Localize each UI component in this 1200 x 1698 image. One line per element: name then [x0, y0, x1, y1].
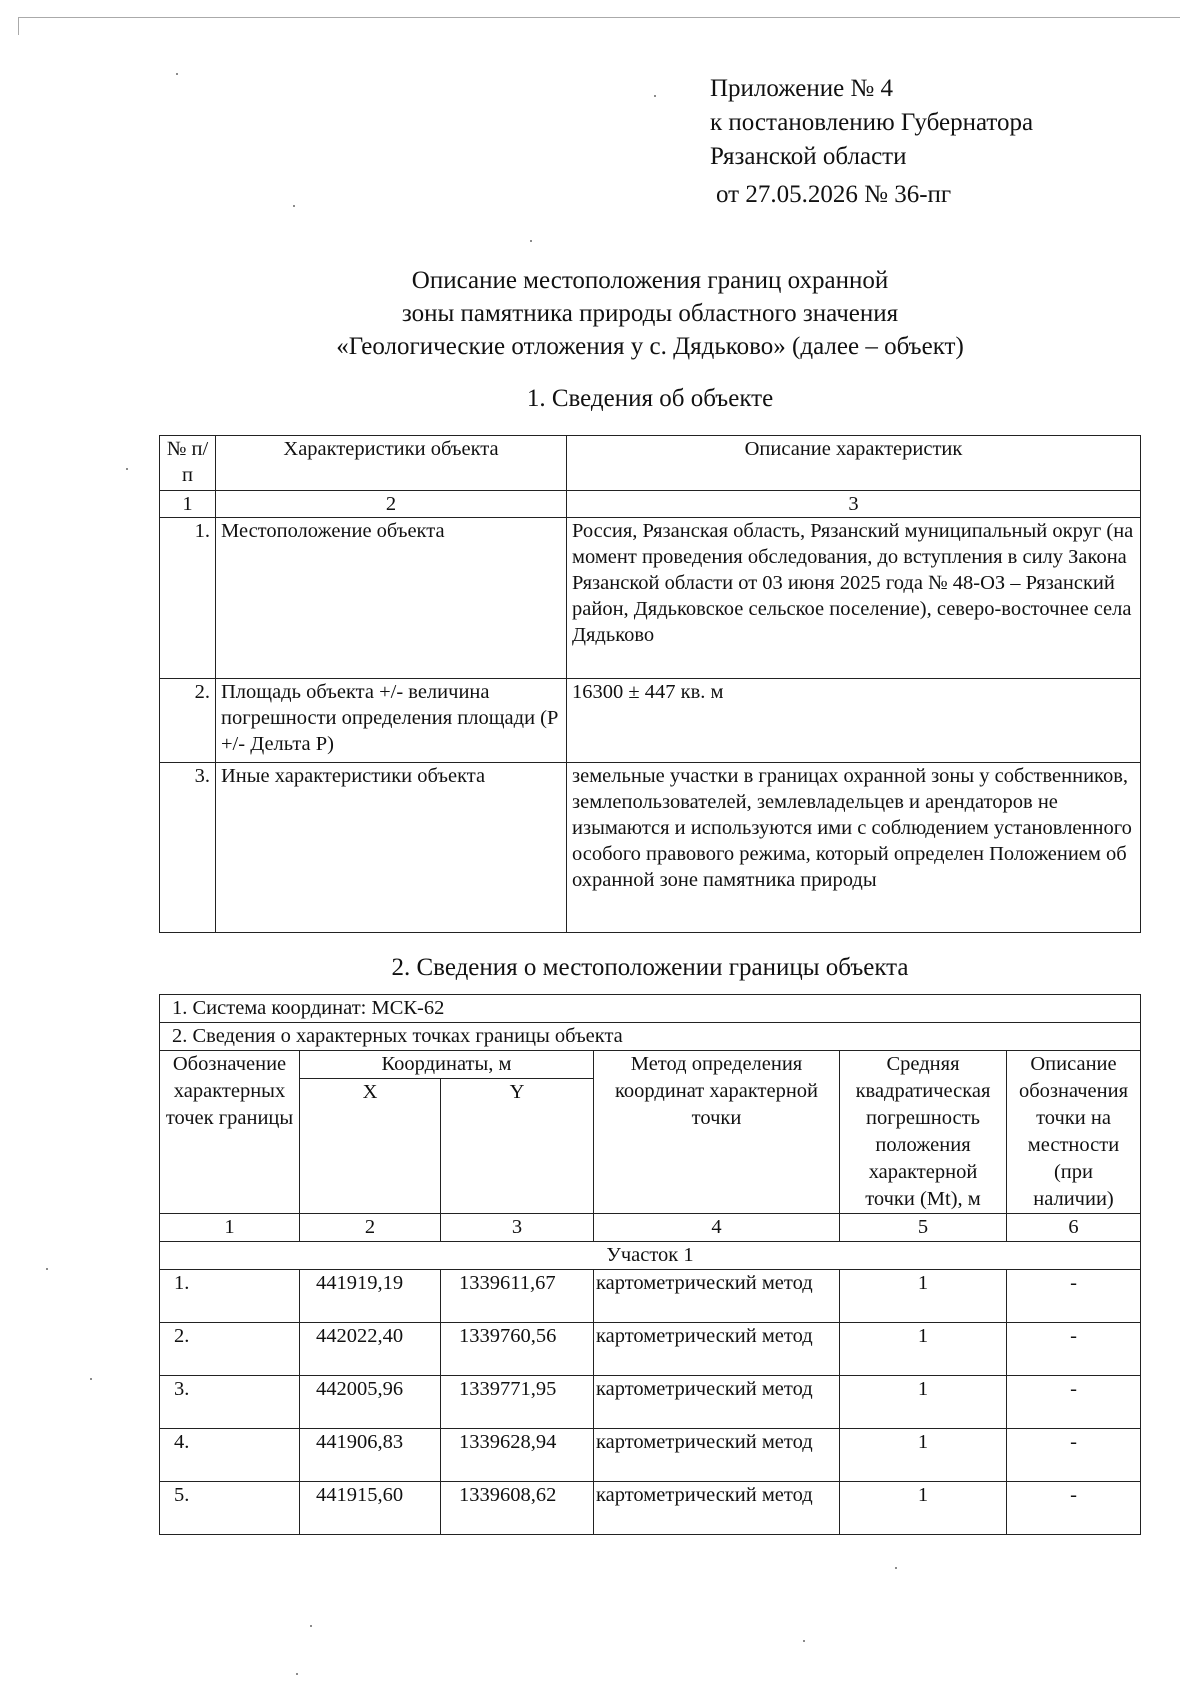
row-number: 1. — [160, 518, 216, 679]
appendix-header — [710, 72, 1033, 212]
scan-edge-left — [18, 17, 19, 35]
point-id: 1. — [160, 1270, 300, 1323]
point-description: - — [1007, 1429, 1141, 1482]
characteristic-name: Иные характеристики объекта — [216, 763, 567, 933]
appendix-date: от 27.05.2026 № 36-пг — [716, 181, 952, 208]
table-row — [160, 763, 1141, 933]
column-number: 2 — [300, 1214, 441, 1242]
title-line: зоны памятника природы областного значения — [401, 300, 899, 327]
column-number: 3 — [441, 1214, 594, 1242]
point-description: - — [1007, 1376, 1141, 1429]
table-row — [160, 1482, 1141, 1535]
point-y: 1339771,95 — [441, 1376, 594, 1429]
column-number: 3 — [567, 491, 1141, 518]
point-x: 441915,60 — [300, 1482, 441, 1535]
characteristic-description: Россия, Рязанская область, Рязанский муниципальный округ (на момент проведения обследования, до вступления в силу Закона Рязанской области от 03 июня 2025 года № 48-ОЗ – Рязанский район, Дядьковское сельское поселение), северо-восточнее села Дядьково — [567, 518, 1141, 679]
column-header-characteristic: Характеристики объекта — [216, 436, 567, 491]
scan-speck — [176, 73, 178, 75]
column-number-row — [160, 491, 1141, 518]
scan-speck — [46, 1268, 48, 1270]
point-description: - — [1007, 1323, 1141, 1376]
point-x: 442005,96 — [300, 1376, 441, 1429]
point-x: 441906,83 — [300, 1429, 441, 1482]
point-id: 3. — [160, 1376, 300, 1429]
table-row — [160, 1376, 1141, 1429]
characteristic-name: Площадь объекта +/- величина погрешности определения площади (Р +/- Дельта Р) — [216, 679, 567, 763]
coordinate-system-row — [160, 995, 1141, 1023]
scan-speck — [126, 468, 128, 470]
point-error: 1 — [840, 1270, 1007, 1323]
column-number-row — [160, 1214, 1141, 1242]
column-number: 1 — [160, 1214, 300, 1242]
point-method: картометрический метод — [594, 1376, 840, 1429]
point-id: 5. — [160, 1482, 300, 1535]
column-header-number: № п/п — [160, 436, 216, 491]
boundary-points-table — [159, 994, 1141, 1535]
point-error: 1 — [840, 1323, 1007, 1376]
table-row — [160, 1429, 1141, 1482]
point-method: картометрический метод — [594, 1429, 840, 1482]
title-line: Описание местоположения границ охранной — [411, 267, 889, 294]
title-line: «Геологические отложения у с. Дядьково» (далее – объект) — [336, 333, 964, 360]
characteristic-name: Местоположение объекта — [216, 518, 567, 679]
point-id: 4. — [160, 1429, 300, 1482]
table-row — [160, 679, 1141, 763]
points-title: 2. Сведения о характерных точках границы объекта — [160, 1023, 1141, 1051]
characteristic-description: земельные участки в границах охранной зоны у собственников, землепользователей, землевладельцев и арендаторов не изымаются и используются ими с соблюдением установленного особого правового режима, который определен Положением об охранной зоне памятника природы — [567, 763, 1141, 933]
section1-heading: 1. Сведения об объекте — [526, 385, 774, 412]
point-id: 2. — [160, 1323, 300, 1376]
parcel-row — [160, 1242, 1141, 1270]
characteristic-description: 16300 ± 447 кв. м — [567, 679, 1141, 763]
appendix-decree-ref: к постановлению Губернатора — [710, 109, 1034, 136]
point-error: 1 — [840, 1376, 1007, 1429]
scan-speck — [895, 1567, 897, 1569]
scan-speck — [530, 240, 532, 242]
point-x: 441919,19 — [300, 1270, 441, 1323]
table-header-row — [160, 1051, 1141, 1079]
coordinate-system: 1. Система координат: МСК-62 — [160, 995, 1141, 1023]
table-row — [160, 1270, 1141, 1323]
point-error: 1 — [840, 1429, 1007, 1482]
point-description: - — [1007, 1482, 1141, 1535]
column-number: 6 — [1007, 1214, 1141, 1242]
scan-speck — [803, 1640, 805, 1642]
point-description: - — [1007, 1270, 1141, 1323]
column-header-error: Средняя квадратическая погрешность положения характерной точки (Mt), м — [840, 1051, 1007, 1214]
column-header-coordinates: Координаты, м — [300, 1051, 594, 1079]
row-number: 3. — [160, 763, 216, 933]
point-method: картометрический метод — [594, 1270, 840, 1323]
column-header-description: Описание характеристик — [567, 436, 1141, 491]
column-number: 1 — [160, 491, 216, 518]
document-title — [150, 264, 1150, 363]
section2-heading: 2. Сведения о местоположении границы объекта — [391, 954, 909, 981]
table-header-row — [160, 436, 1141, 491]
scan-speck — [90, 1378, 92, 1380]
scan-speck — [654, 95, 656, 97]
table-row — [160, 1323, 1141, 1376]
column-number: 2 — [216, 491, 567, 518]
object-info-table — [159, 435, 1141, 933]
points-title-row — [160, 1023, 1141, 1051]
column-header-designation: Обозначение характерных точек границы — [160, 1051, 300, 1214]
appendix-number: Приложение № 4 — [710, 75, 894, 102]
point-y: 1339611,67 — [441, 1270, 594, 1323]
column-number: 4 — [594, 1214, 840, 1242]
point-method: картометрический метод — [594, 1482, 840, 1535]
column-header-location-desc: Описание обозначения точки на местности (при наличии) — [1007, 1051, 1141, 1214]
parcel-label: Участок 1 — [160, 1242, 1141, 1270]
scan-speck — [296, 1673, 298, 1675]
point-x: 442022,40 — [300, 1323, 441, 1376]
point-error: 1 — [840, 1482, 1007, 1535]
row-number: 2. — [160, 679, 216, 763]
column-header-method: Метод определения координат характерной точки — [594, 1051, 840, 1214]
column-number: 5 — [840, 1214, 1007, 1242]
scan-speck — [293, 205, 295, 207]
point-y: 1339628,94 — [441, 1429, 594, 1482]
column-header-x: X — [300, 1079, 441, 1214]
scan-edge-top — [18, 17, 1180, 18]
point-y: 1339760,56 — [441, 1323, 594, 1376]
column-header-y: Y — [441, 1079, 594, 1214]
scan-speck — [310, 1625, 312, 1627]
point-y: 1339608,62 — [441, 1482, 594, 1535]
table-row — [160, 518, 1141, 679]
point-method: картометрический метод — [594, 1323, 840, 1376]
appendix-region: Рязанской области — [710, 143, 907, 170]
